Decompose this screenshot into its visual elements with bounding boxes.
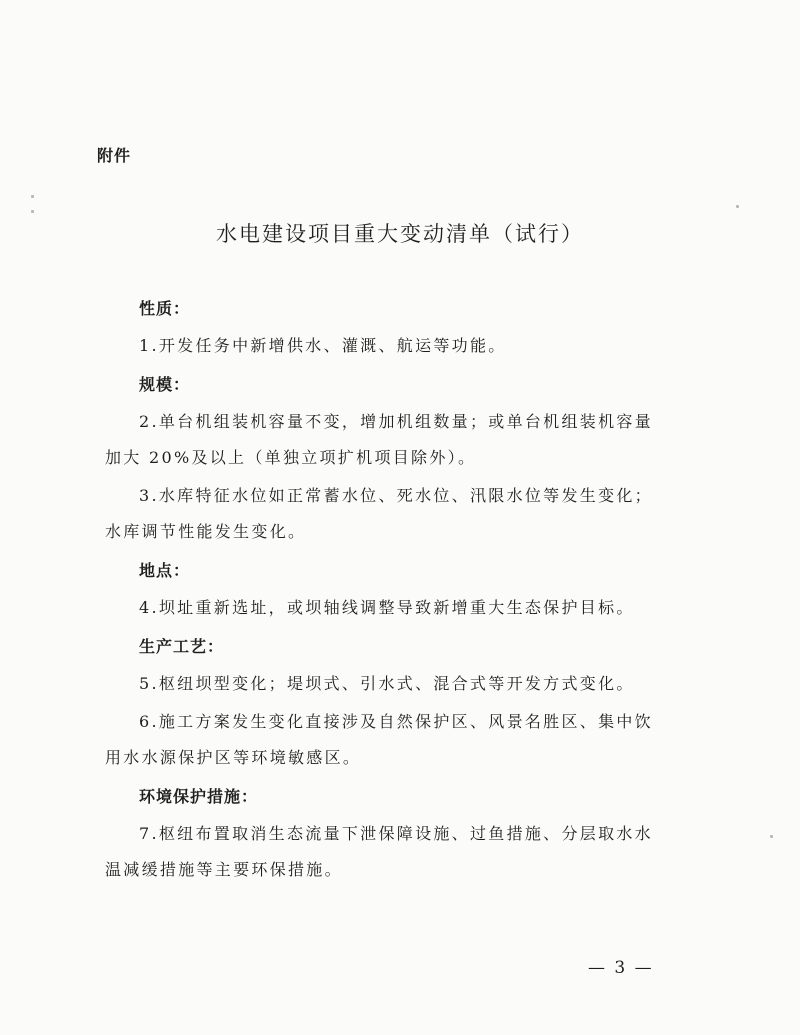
list-item: 6.施工方案发生变化直接涉及自然保护区、风景名胜区、集中饮用水水源保护区等环境敏感区。 [105,712,653,767]
section-heading: 规模： [139,375,191,394]
list-item: 4.坝址重新选址，或坝轴线调整导致新增重大生态保护目标。 [139,598,635,617]
list-item: 3.水库特征水位如正常蓄水位、死水位、汛限水位等发生变化；水库调节性能发生变化。 [105,486,653,541]
section-location [105,552,657,626]
section-heading: 地点： [139,561,191,580]
attachment-label: 附件 [97,146,132,165]
scan-speck [736,205,739,208]
section-heading: 生产工艺： [139,637,225,656]
section-scale [105,366,657,550]
scan-speck [31,195,34,198]
section-heading: 环境保护措施： [139,787,259,806]
scan-speck [31,210,34,213]
section-environment [105,778,657,888]
section-heading: 性质： [139,299,191,318]
list-item: 7.枢纽布置取消生态流量下泄保障设施、过鱼措施、分层取水水温减缓措施等主要环保措施。 [105,824,653,879]
document-title: 水电建设项目重大变动清单（试行） [216,222,584,246]
list-item: 2.单台机组装机容量不变，增加机组数量；或单台机组装机容量加大 20%及以上（单独立项扩机项目除外）。 [105,412,653,467]
list-item: 5.枢纽坝型变化；堤坝式、引水式、混合式等开发方式变化。 [139,674,635,693]
scan-speck [770,835,773,838]
section-process [105,628,657,776]
document-body [105,290,657,890]
section-nature [105,290,657,364]
page-number: — 3 — [588,958,654,978]
list-item: 1.开发任务中新增供水、灌溉、航运等功能。 [139,336,507,355]
